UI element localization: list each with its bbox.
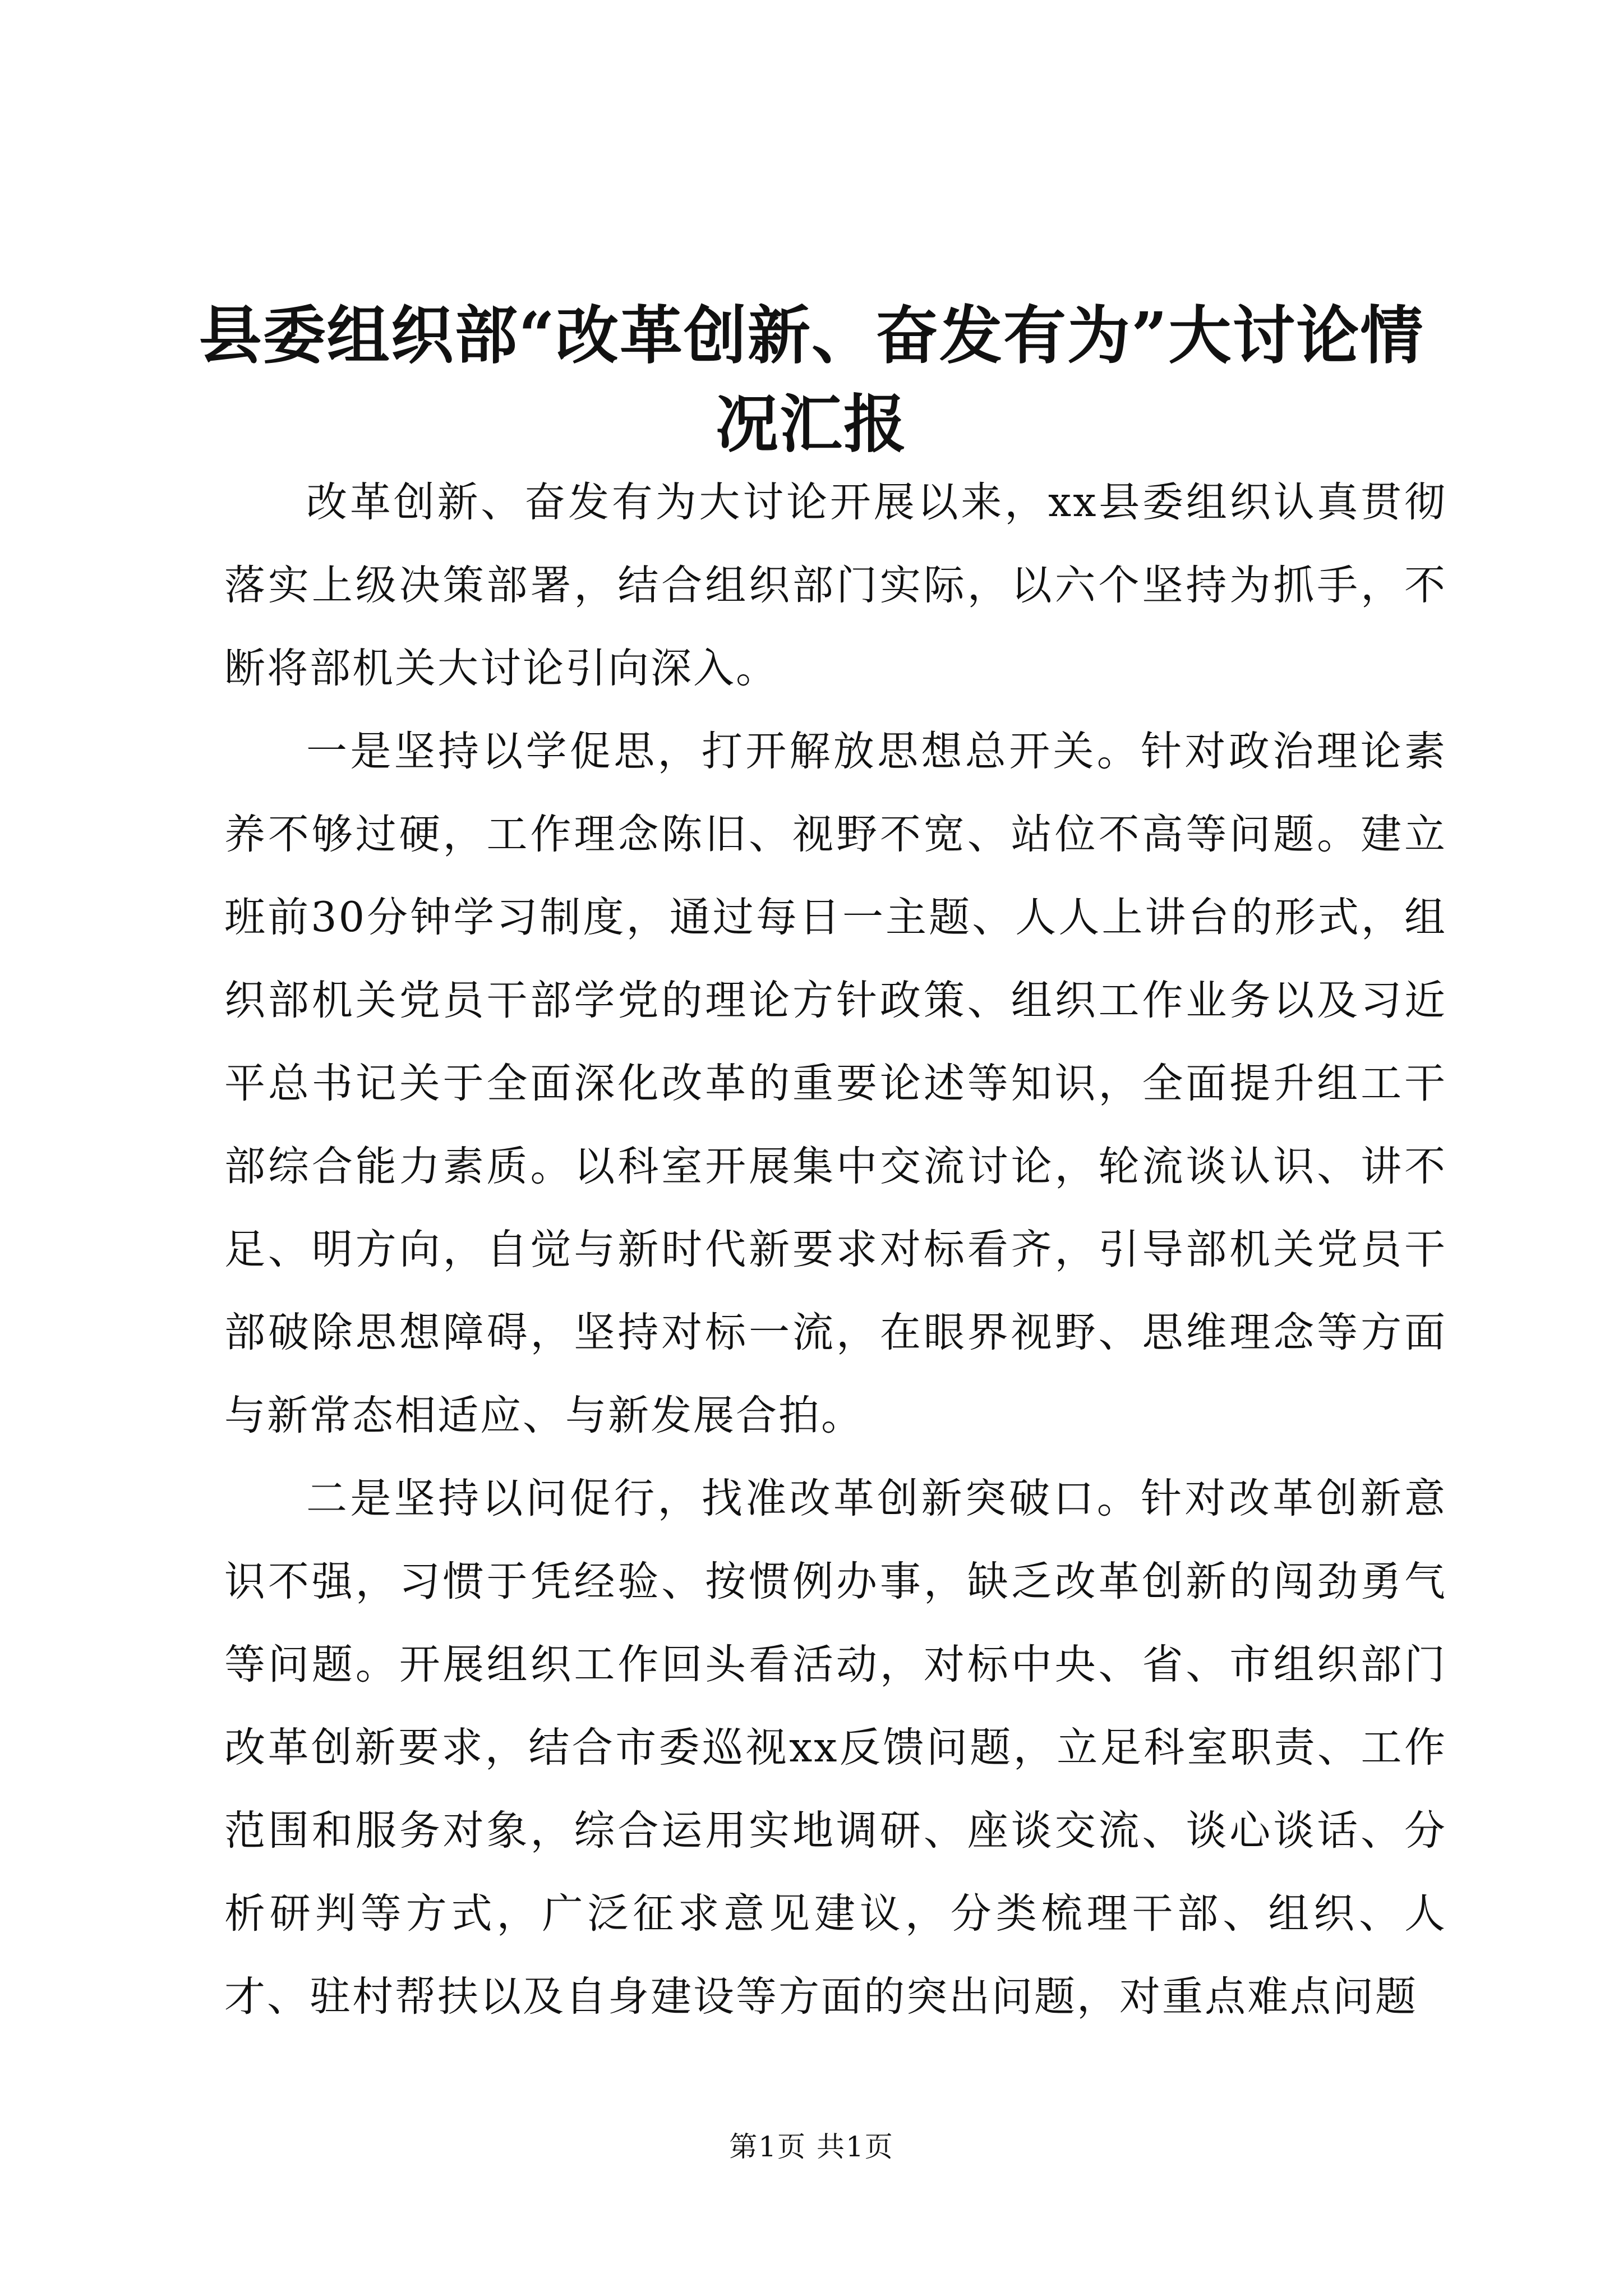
page-footer: 第1页 共1页 bbox=[729, 2131, 894, 2163]
paragraph-point-one: 一是坚持以学促思，打开解放思想总开关。针对政治理论素养不够过硬，工作理念陈旧、视野不宽、站位不高等问题。建立班前30分钟学习制度，通过每日一主题、人人上讲台的形式，组织部机关党员干部学党的理论方针政策、组织工作业务以及习近平总书记关于全面深化改革的重要论述等知识，全面提升组工干部综合能力素质。以科室开展集中交流讨论，轮流谈认识、讲不足、明方向，自觉与新时代新要求对标看齐，引导部机关党员干部破除思想障碍，坚持对标一流，在眼界视野、思维理念等方面与新常态相适应、与新发展合拍。 bbox=[224, 728, 1447, 1439]
paragraph-point-two: 二是坚持以问促行，找准改革创新突破口。针对改革创新意识不强，习惯于凭经验、按惯例办事，缺乏改革创新的闯劲勇气等问题。开展组织工作回头看活动，对标中央、省、市组织部门改革创新要求，结合市委巡视xx反馈问题，立足科室职责、工作范围和服务对象，综合运用实地调研、座谈交流、谈心谈话、分析研判等方式，广泛征求意见建议，分类梳理干部、组织、人才、驻村帮扶以及自身建设等方面的突出问题，对重点难点问题 bbox=[224, 1475, 1447, 2021]
document-body bbox=[224, 461, 1447, 2039]
paragraph-intro: 改革创新、奋发有为大讨论开展以来，xx县委组织认真贯彻落实上级决策部署，结合组织部门实际，以六个坚持为抓手，不断将部机关大讨论引向深入。 bbox=[224, 478, 1447, 692]
document-title: 县委组织部“改革创新、奋发有为”大讨论情况汇报 bbox=[199, 299, 1424, 461]
